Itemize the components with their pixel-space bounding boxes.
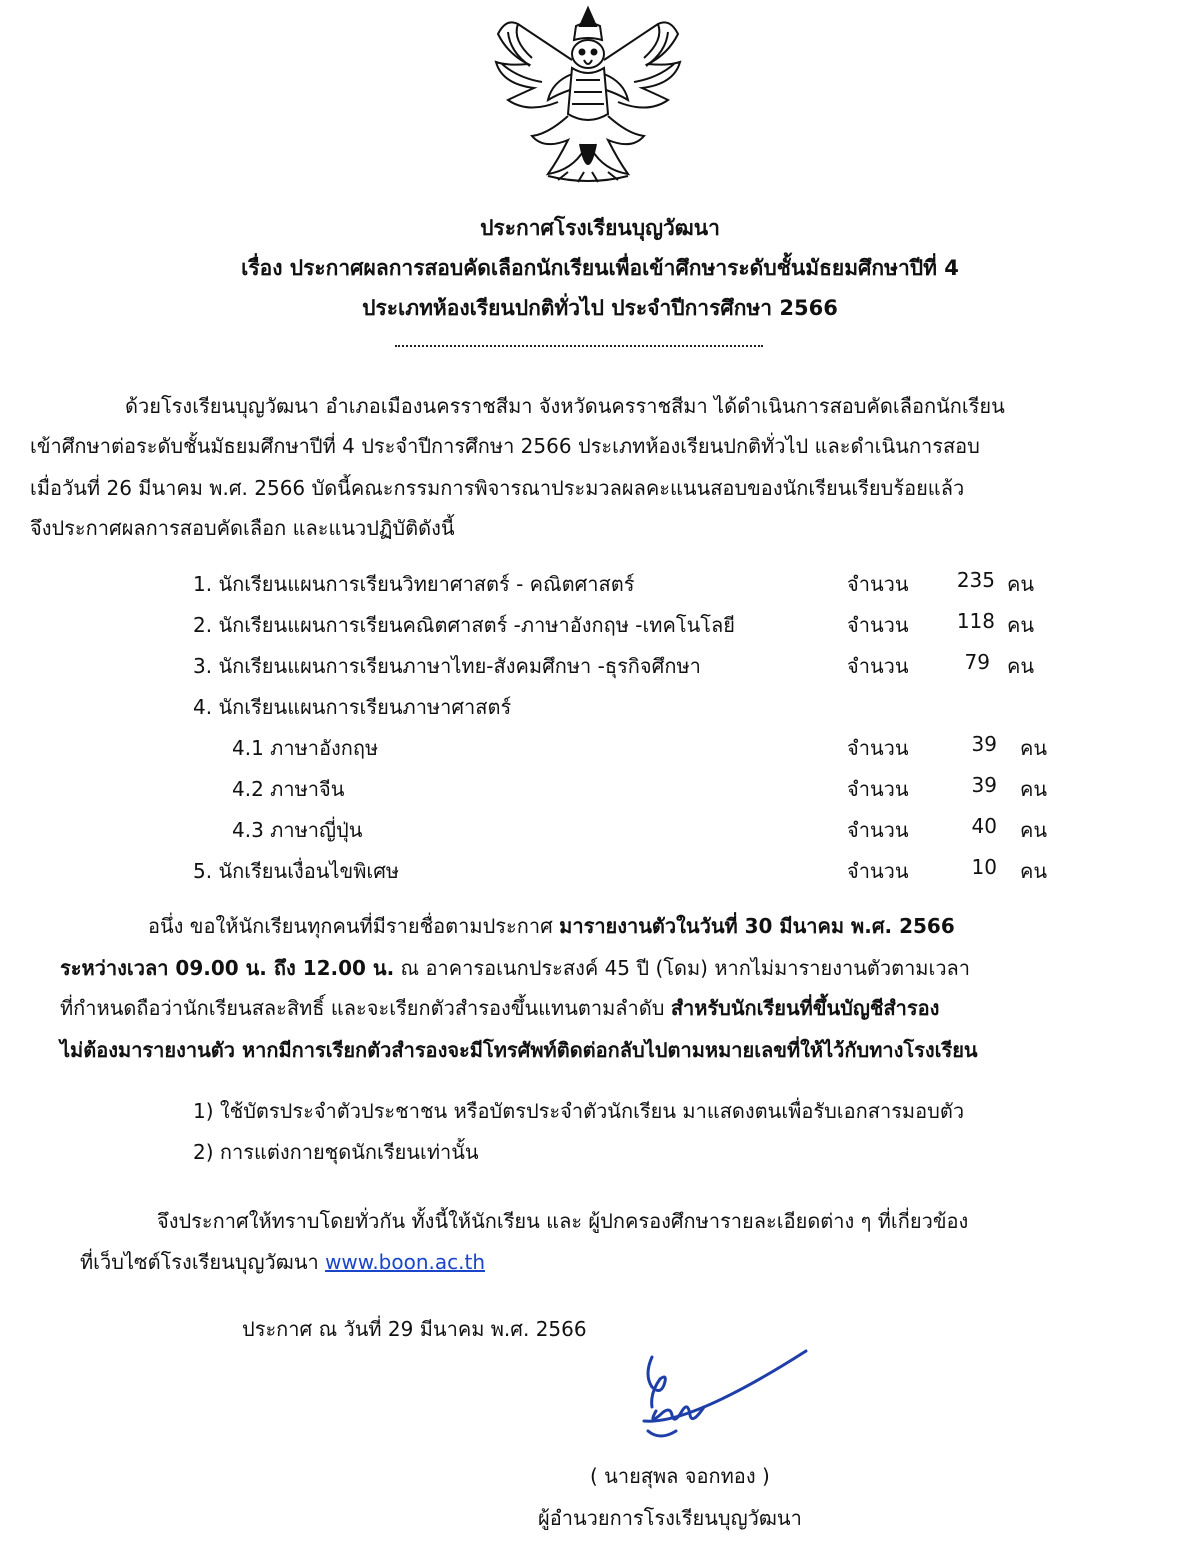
program-row <box>0 568 1200 598</box>
signature-icon <box>630 1345 820 1455</box>
program-label: 2. นักเรียนแผนการเรียนคณิตศาสตร์ -ภาษาอังกฤษ -เทคโนโลยี <box>193 613 735 637</box>
requirement-item: 2) การแต่งกายชุดนักเรียนเท่านั้น <box>193 1140 479 1164</box>
program-label: 1. นักเรียนแผนการเรียนวิทยาศาสตร์ - คณิตศาสตร์ <box>193 572 635 596</box>
program-label: 4. นักเรียนแผนการเรียนภาษาศาสตร์ <box>193 695 512 719</box>
unit-label: จำนวน <box>847 613 909 637</box>
unit-label: จำนวน <box>847 572 909 596</box>
program-count: 79 <box>964 650 990 674</box>
program-row <box>0 650 1200 680</box>
person-label: คน <box>1007 654 1035 678</box>
intro-line-3: เมื่อวันที่ 26 มีนาคม พ.ศ. 2566 บัดนี้คณะกรรมการพิจารณาประมวลผลคะแนนสอบของนักเรียนเรียบร้อยแล้ว <box>30 476 965 500</box>
program-row <box>0 691 1200 721</box>
unit-label: จำนวน <box>847 777 909 801</box>
website-link[interactable]: www.boon.ac.th <box>325 1250 485 1274</box>
program-row <box>0 609 1200 639</box>
person-label: คน <box>1020 777 1048 801</box>
report-date: มารายงานตัวในวันที่ 30 มีนาคม พ.ศ. 2566 <box>559 914 955 938</box>
person-label: คน <box>1007 572 1035 596</box>
notice-line-3 <box>60 992 939 1024</box>
closing-text: ที่เว็บไซต์โรงเรียนบุญวัฒนา <box>80 1250 326 1274</box>
program-label: 3. นักเรียนแผนการเรียนภาษาไทย-สังคมศึกษา -ธุรกิจศึกษา <box>193 654 701 678</box>
closing-line-2 <box>80 1246 485 1278</box>
program-row <box>0 814 1200 844</box>
notice-text: ณ อาคารอเนกประสงค์ 45 ปี (โดม) หากไม่มารายงานตัวตามเวลา <box>394 956 971 980</box>
program-count: 39 <box>971 773 997 797</box>
reserve-note: สำหรับนักเรียนที่ขึ้นบัญชีสำรอง <box>670 996 940 1020</box>
unit-label: จำนวน <box>847 859 909 883</box>
announcement-category: ประเภทห้องเรียนปกติทั่วไป ประจำปีการศึกษา 2566 <box>362 296 838 320</box>
unit-label: จำนวน <box>847 736 909 760</box>
signatory-position: ผู้อำนวยการโรงเรียนบุญวัฒนา <box>538 1506 802 1530</box>
notice-text: อนึ่ง ขอให้นักเรียนทุกคนที่มีรายชื่อตามประกาศ <box>148 914 560 938</box>
signatory-name: ( นายสุพล จอกทอง ) <box>590 1464 770 1488</box>
program-count: 10 <box>971 855 997 879</box>
notice-line-2 <box>60 952 970 984</box>
program-count: 235 <box>956 568 995 592</box>
intro-line-4: จึงประกาศผลการสอบคัดเลือก และแนวปฏิบัติดังนี้ <box>30 516 455 540</box>
person-label: คน <box>1007 613 1035 637</box>
intro-line-1: ด้วยโรงเรียนบุญวัฒนา อำเภอเมืองนครราชสีมา จังหวัดนครราชสีมา ได้ดำเนินการสอบคัดเลือกนักเรียน <box>125 394 1005 418</box>
garuda-emblem-icon <box>488 4 688 186</box>
program-row <box>0 855 1200 885</box>
person-label: คน <box>1020 736 1048 760</box>
intro-line-2: เข้าศึกษาต่อระดับชั้นมัธยมศึกษาปีที่ 4 ประจำปีการศึกษา 2566 ประเภทห้องเรียนปกติทั่วไป และดำเนินการสอบ <box>30 434 980 458</box>
program-row <box>0 773 1200 803</box>
notice-line-1 <box>148 910 955 942</box>
program-count: 118 <box>956 609 995 633</box>
person-label: คน <box>1020 859 1048 883</box>
program-row <box>0 732 1200 762</box>
unit-label: จำนวน <box>847 654 909 678</box>
closing-line-1: จึงประกาศให้ทราบโดยทั่วกัน ทั้งนี้ให้นักเรียน และ ผู้ปกครองศึกษารายละเอียดต่าง ๆ ที่เกี่ยวข้อง <box>157 1209 969 1233</box>
announcement-subject: เรื่อง ประกาศผลการสอบคัดเลือกนักเรียนเพื่อเข้าศึกษาระดับชั้นมัธยมศึกษาปีที่ 4 <box>241 256 959 280</box>
program-label: 4.1 ภาษาอังกฤษ <box>232 736 379 760</box>
program-label: 5. นักเรียนเงื่อนไขพิเศษ <box>193 859 400 883</box>
notice-text: ที่กำหนดถือว่านักเรียนสละสิทธิ์ และจะเรียกตัวสำรองขึ้นแทนตามลำดับ <box>60 996 671 1020</box>
dotted-divider <box>395 345 763 347</box>
notice-line-4: ไม่ต้องมารายงานตัว หากมีการเรียกตัวสำรองจะมีโทรศัพท์ติดต่อกลับไปตามหมายเลขที่ให้ไว้กับทางโรงเรียน <box>60 1038 978 1062</box>
announcement-date: ประกาศ ณ วันที่ 29 มีนาคม พ.ศ. 2566 <box>242 1317 587 1341</box>
requirement-item: 1) ใช้บัตรประจำตัวประชาชน หรือบัตรประจำตัวนักเรียน มาแสดงตนเพื่อรับเอกสารมอบตัว <box>193 1099 965 1123</box>
program-count: 39 <box>971 732 997 756</box>
program-label: 4.2 ภาษาจีน <box>232 777 345 801</box>
report-time: ระหว่างเวลา 09.00 น. ถึง 12.00 น. <box>60 956 395 980</box>
unit-label: จำนวน <box>847 818 909 842</box>
announcement-title: ประกาศโรงเรียนบุญวัฒนา <box>480 216 720 240</box>
program-count: 40 <box>971 814 997 838</box>
person-label: คน <box>1020 818 1048 842</box>
program-label: 4.3 ภาษาญี่ปุ่น <box>232 818 363 842</box>
